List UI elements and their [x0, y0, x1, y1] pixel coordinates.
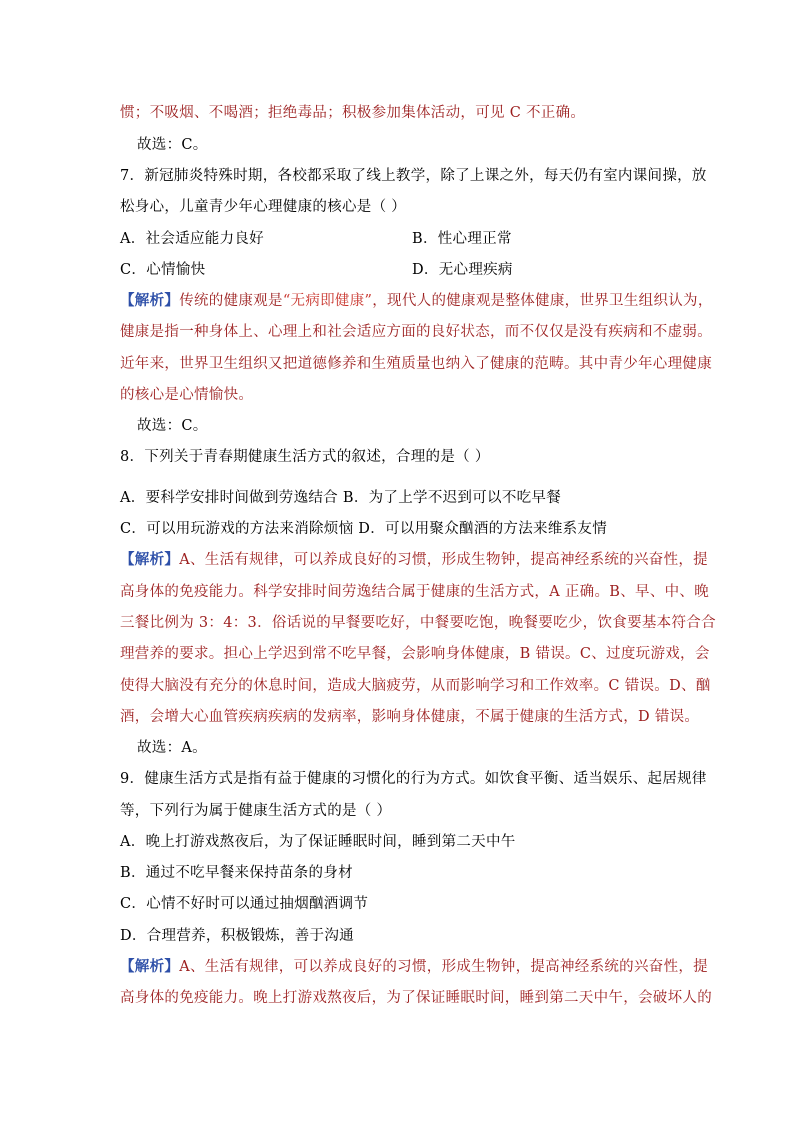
q7-option-b: B．性心理正常 — [412, 231, 512, 247]
q9-analysis-line1 — [120, 957, 708, 977]
q7-analysis-line2: 健康是指一种身体上、心理上和社会适应方面的良好状态，而不仅仅是没有疾病和不虚弱。 — [120, 324, 712, 340]
q7-analysis-line3: 近年来，世界卫生组织又把道德修养和生殖质量也纳入了健康的范畴。其中青少年心理健康 — [120, 356, 712, 372]
q8-analysis-text1: A、生活有规律，可以养成良好的习惯，形成生物钟，提高神经系统的兴奋性，提 — [179, 552, 708, 568]
q8-analysis-line2: 高身体的免疫能力。科学安排时间劳逸结合属于健康的生活方式，A 正确。B、早、中、晚 — [120, 584, 710, 600]
analysis-tag: 【解析】 — [120, 292, 180, 309]
q7-stem-line1: 7．新冠肺炎特殊时期，各校都采取了线上教学，除了上课之外，每天仍有室内课间操，放 — [120, 168, 707, 184]
q8-options-ab: A．要科学安排时间做到劳逸结合 B．为了上学不迟到可以不吃早餐 — [120, 490, 562, 506]
analysis-tag: 【解析】 — [120, 551, 180, 568]
q8-stem: 8．下列关于青春期健康生活方式的叙述，合理的是（ ） — [120, 449, 490, 465]
q9-option-c: C．心情不好时可以通过抽烟酗酒调节 — [120, 896, 369, 912]
q7-option-a: A．社会适应能力良好 — [120, 231, 264, 247]
q9-stem-line2: 等，下列行为属于健康生活方式的是（ ） — [120, 803, 392, 819]
q8-analysis-line4: 理营养的要求。担心上学迟到常不吃早餐，会影响身体健康，B 错误。C、过度玩游戏，会 — [120, 646, 710, 662]
q7-analysis-quote: “无病即健康” — [282, 293, 373, 309]
q8-answer: 故选：A。 — [137, 740, 207, 756]
q9-analysis-line2: 高身体的免疫能力。晚上打游戏熬夜后，为了保证睡眠时间，睡到第二天中午，会破坏人的 — [120, 990, 712, 1006]
q8-analysis-line3: 三餐比例为 3：4：3．俗话说的早餐要吃好，中餐要吃饱，晚餐要吃少，饮食要基本符合合 — [120, 615, 716, 631]
q8-analysis-line6: 酒，会增大心血管疾病疾病的发病率，影响身体健康，不属于健康的生活方式，D 错误。 — [120, 709, 700, 725]
q7-option-d: D．无心理疾病 — [412, 262, 513, 278]
q9-option-a: A．晚上打游戏熬夜后，为了保证睡眠时间，睡到第二天中午 — [120, 834, 516, 850]
q8-analysis-line5: 使得大脑没有充分的休息时间，造成大脑疲劳，从而影响学习和工作效率。C 错误。D、酗 — [120, 678, 711, 694]
q8-options-cd: C．可以用玩游戏的方法来消除烦恼 D．可以用聚众酗酒的方法来维系友情 — [120, 521, 608, 537]
q7-analysis-pre: 传统的健康观是 — [179, 293, 283, 309]
q8-analysis-line1 — [120, 550, 708, 570]
q7-stem-line2: 松身心，儿童青少年心理健康的核心是（ ） — [120, 199, 407, 215]
analysis-continuation-line: 惯；不吸烟、不喝酒；拒绝毒品；积极参加集体活动，可见 C 不正确。 — [120, 105, 586, 121]
q7-analysis-post: ，现代人的健康观是整体健康，世界卫生组织认为， — [372, 293, 713, 309]
q9-analysis-text1: A、生活有规律，可以养成良好的习惯，形成生物钟，提高神经系统的兴奋性，提 — [179, 959, 708, 975]
q7-analysis-line1 — [120, 291, 713, 311]
analysis-tag: 【解析】 — [120, 958, 180, 975]
q9-stem-line1: 9．健康生活方式是指有益于健康的习惯化的行为方式。如饮食平衡、适当娱乐、起居规律 — [120, 771, 707, 787]
q9-option-b: B．通过不吃早餐来保持苗条的身材 — [120, 865, 353, 881]
q7-analysis-line4: 的核心是心情愉快。 — [120, 387, 254, 403]
answer-line: 故选：C。 — [137, 137, 208, 153]
q9-option-d: D．合理营养，积极锻炼，善于沟通 — [120, 928, 354, 944]
q7-option-c: C．心情愉快 — [120, 262, 206, 278]
q7-answer: 故选：C。 — [137, 418, 208, 434]
